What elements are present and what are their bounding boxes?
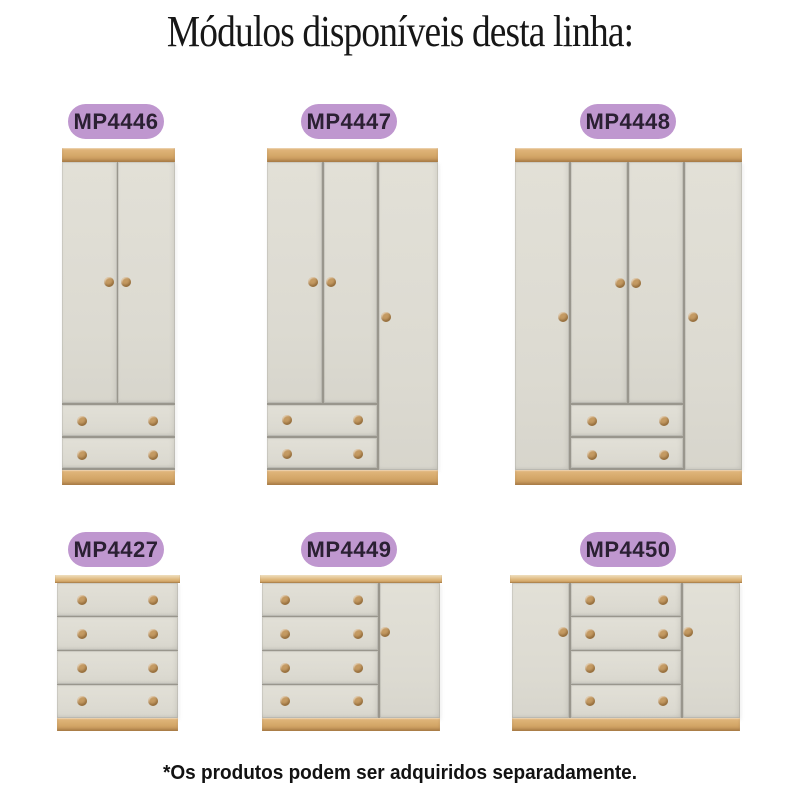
- drawer-knob: [353, 449, 363, 459]
- door: [512, 583, 569, 718]
- product-label-mp4447: [301, 104, 397, 139]
- drawer-knob: [77, 629, 87, 639]
- drawer-knob: [658, 663, 668, 673]
- drawer-knob: [587, 416, 597, 426]
- label-text: MP4448: [585, 108, 671, 134]
- product-image-mp4446: [62, 148, 175, 485]
- door-knob: [683, 627, 693, 637]
- drawer-knob: [353, 415, 363, 425]
- door: [380, 583, 440, 718]
- page-title: Módulos disponíveis desta linha:: [166, 7, 634, 56]
- door-knob: [380, 627, 390, 637]
- door-knob: [558, 627, 568, 637]
- drawer: [57, 651, 178, 684]
- drawer-knob: [148, 663, 158, 673]
- product-image-mp4450: [510, 575, 742, 731]
- wood-top-strip: [62, 148, 175, 162]
- door-knob: [326, 277, 336, 287]
- drawer-knob: [585, 663, 595, 673]
- door: [683, 583, 740, 718]
- product-image-mp4427: [55, 575, 180, 731]
- door-knob: [381, 312, 391, 322]
- label-text: MP4446: [73, 108, 159, 134]
- drawer-knob: [280, 629, 290, 639]
- label-text: MP4447: [306, 108, 392, 134]
- wood-top-strip: [510, 575, 742, 583]
- drawer-knob: [659, 416, 669, 426]
- drawer-knob: [282, 415, 292, 425]
- product-image-mp4449: [260, 575, 442, 731]
- footnote: *Os produtos podem ser adquiridos separadamente.: [162, 762, 638, 784]
- wood-base-strip: [62, 470, 175, 485]
- drawer-knob: [353, 595, 363, 605]
- door-knob: [631, 278, 641, 288]
- drawer-knob: [77, 595, 87, 605]
- door-knob: [688, 312, 698, 322]
- wood-base-strip: [515, 470, 742, 485]
- wood-base-strip: [267, 470, 438, 485]
- product-label-mp4450: [580, 532, 676, 567]
- wood-base-strip: [262, 718, 440, 731]
- door-knob: [308, 277, 318, 287]
- wood-top-strip: [260, 575, 442, 583]
- drawer-knob: [587, 450, 597, 460]
- drawer-knob: [77, 416, 87, 426]
- door-knob: [104, 277, 114, 287]
- door-knob: [615, 278, 625, 288]
- drawer-knob: [353, 696, 363, 706]
- drawer-knob: [148, 416, 158, 426]
- drawer-knob: [282, 449, 292, 459]
- wood-top-strip: [515, 148, 742, 162]
- drawer-knob: [280, 696, 290, 706]
- drawer-knob: [77, 450, 87, 460]
- product-label-mp4449: [301, 532, 397, 567]
- drawer-knob: [658, 696, 668, 706]
- label-text: MP4449: [306, 536, 392, 562]
- door-knob: [558, 312, 568, 322]
- drawer-knob: [280, 663, 290, 673]
- drawer-knob: [585, 629, 595, 639]
- drawer-knob: [658, 629, 668, 639]
- drawer-knob: [280, 595, 290, 605]
- drawer-knob: [353, 629, 363, 639]
- wood-top-strip: [55, 575, 180, 583]
- drawer-knob: [148, 450, 158, 460]
- product-label-mp4446: [68, 104, 164, 139]
- drawer-knob: [148, 595, 158, 605]
- product-image-mp4447: [267, 148, 438, 485]
- drawer-knob: [659, 450, 669, 460]
- product-image-mp4448: [515, 148, 742, 485]
- label-text: MP4427: [73, 536, 159, 562]
- drawer-knob: [658, 595, 668, 605]
- drawer: [57, 583, 178, 616]
- drawer-knob: [77, 663, 87, 673]
- drawer-knob: [148, 629, 158, 639]
- drawer: [57, 617, 178, 650]
- wood-base-strip: [512, 718, 740, 731]
- drawer: [57, 685, 178, 718]
- drawer-knob: [585, 595, 595, 605]
- drawer-knob: [353, 663, 363, 673]
- door-knob: [121, 277, 131, 287]
- product-label-mp4427: [68, 532, 164, 567]
- drawer-knob: [585, 696, 595, 706]
- wood-base-strip: [57, 718, 178, 731]
- label-text: MP4450: [585, 536, 671, 562]
- product-label-mp4448: [580, 104, 676, 139]
- drawer-knob: [148, 696, 158, 706]
- drawer-knob: [77, 696, 87, 706]
- wood-top-strip: [267, 148, 438, 162]
